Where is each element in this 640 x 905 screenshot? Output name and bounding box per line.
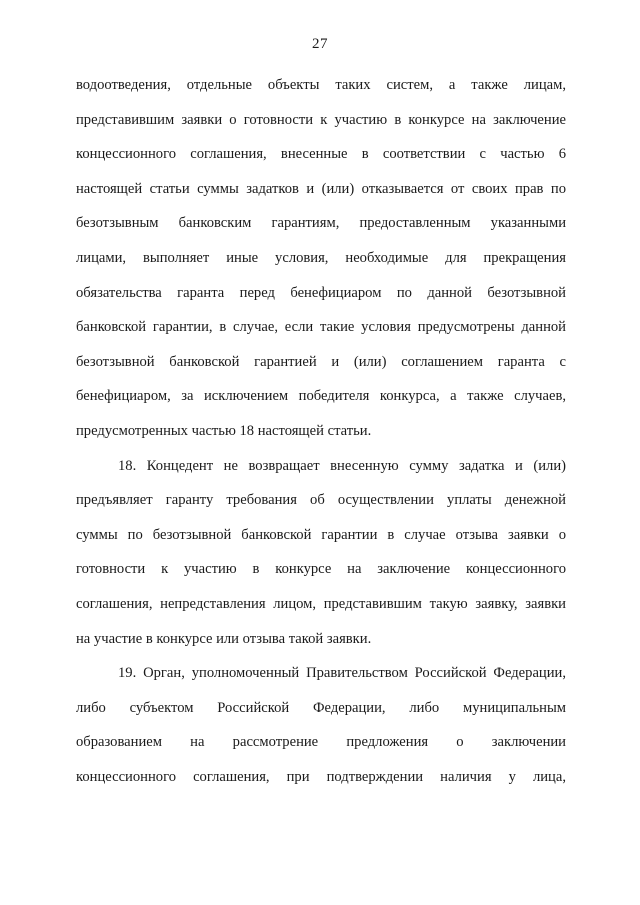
text-line: обязательства гаранта перед бенефициаром по данной безотзывной (76, 284, 566, 301)
text-line: безотзывным банковским гарантиям, предоставленным указанными (76, 215, 566, 232)
page-number: 27 (312, 36, 328, 52)
text-line: соглашения, непредставления лицом, представившим такую заявку, заявки (76, 595, 566, 612)
text-line: предусмотренных частью 18 настоящей статьи. (76, 422, 372, 439)
text-line: образованием на рассмотрение предложения о заключении (76, 734, 566, 751)
text-line: готовности к участию в конкурсе на заключение концессионного (76, 561, 566, 578)
text-line: на участие в конкурсе или отзыва такой заявки. (76, 630, 372, 647)
paragraph-continuation (76, 68, 566, 449)
text-line: лицами, выполняет иные условия, необходимые для прекращения (76, 249, 566, 266)
text-line: представившим заявки о готовности к участию в конкурсе на заключение (76, 111, 566, 128)
text-line: концессионного соглашения, при подтверждении наличия у лица, (76, 768, 566, 785)
text-line: 18. Концедент не возвращает внесенную сумму задатка и (или) (118, 457, 566, 474)
document-body (76, 68, 566, 794)
text-line: настоящей статьи суммы задатков и (или) отказывается от своих прав по (76, 180, 566, 197)
text-line: безотзывной банковской гарантией и (или) соглашением гаранта с (76, 353, 566, 370)
text-line: концессионного соглашения, внесенные в соответствии с частью 6 (76, 146, 566, 163)
text-line: бенефициаром, за исключением победителя конкурса, а также случаев, (76, 388, 566, 405)
paragraph-18 (76, 449, 566, 657)
text-line: водоотведения, отдельные объекты таких систем, а также лицам, (76, 77, 566, 93)
text-line: 19. Орган, уполномоченный Правительством Российской Федерации, (118, 665, 566, 682)
text-line: суммы по безотзывной банковской гарантии в случае отзыва заявки о (76, 526, 566, 543)
text-line: предъявляет гаранту требования об осуществлении уплаты денежной (76, 492, 566, 509)
text-line: либо субъектом Российской Федерации, либо муниципальным (76, 699, 566, 716)
text-line: банковской гарантии, в случае, если такие условия предусмотрены данной (76, 319, 566, 336)
paragraph-19 (76, 656, 566, 794)
